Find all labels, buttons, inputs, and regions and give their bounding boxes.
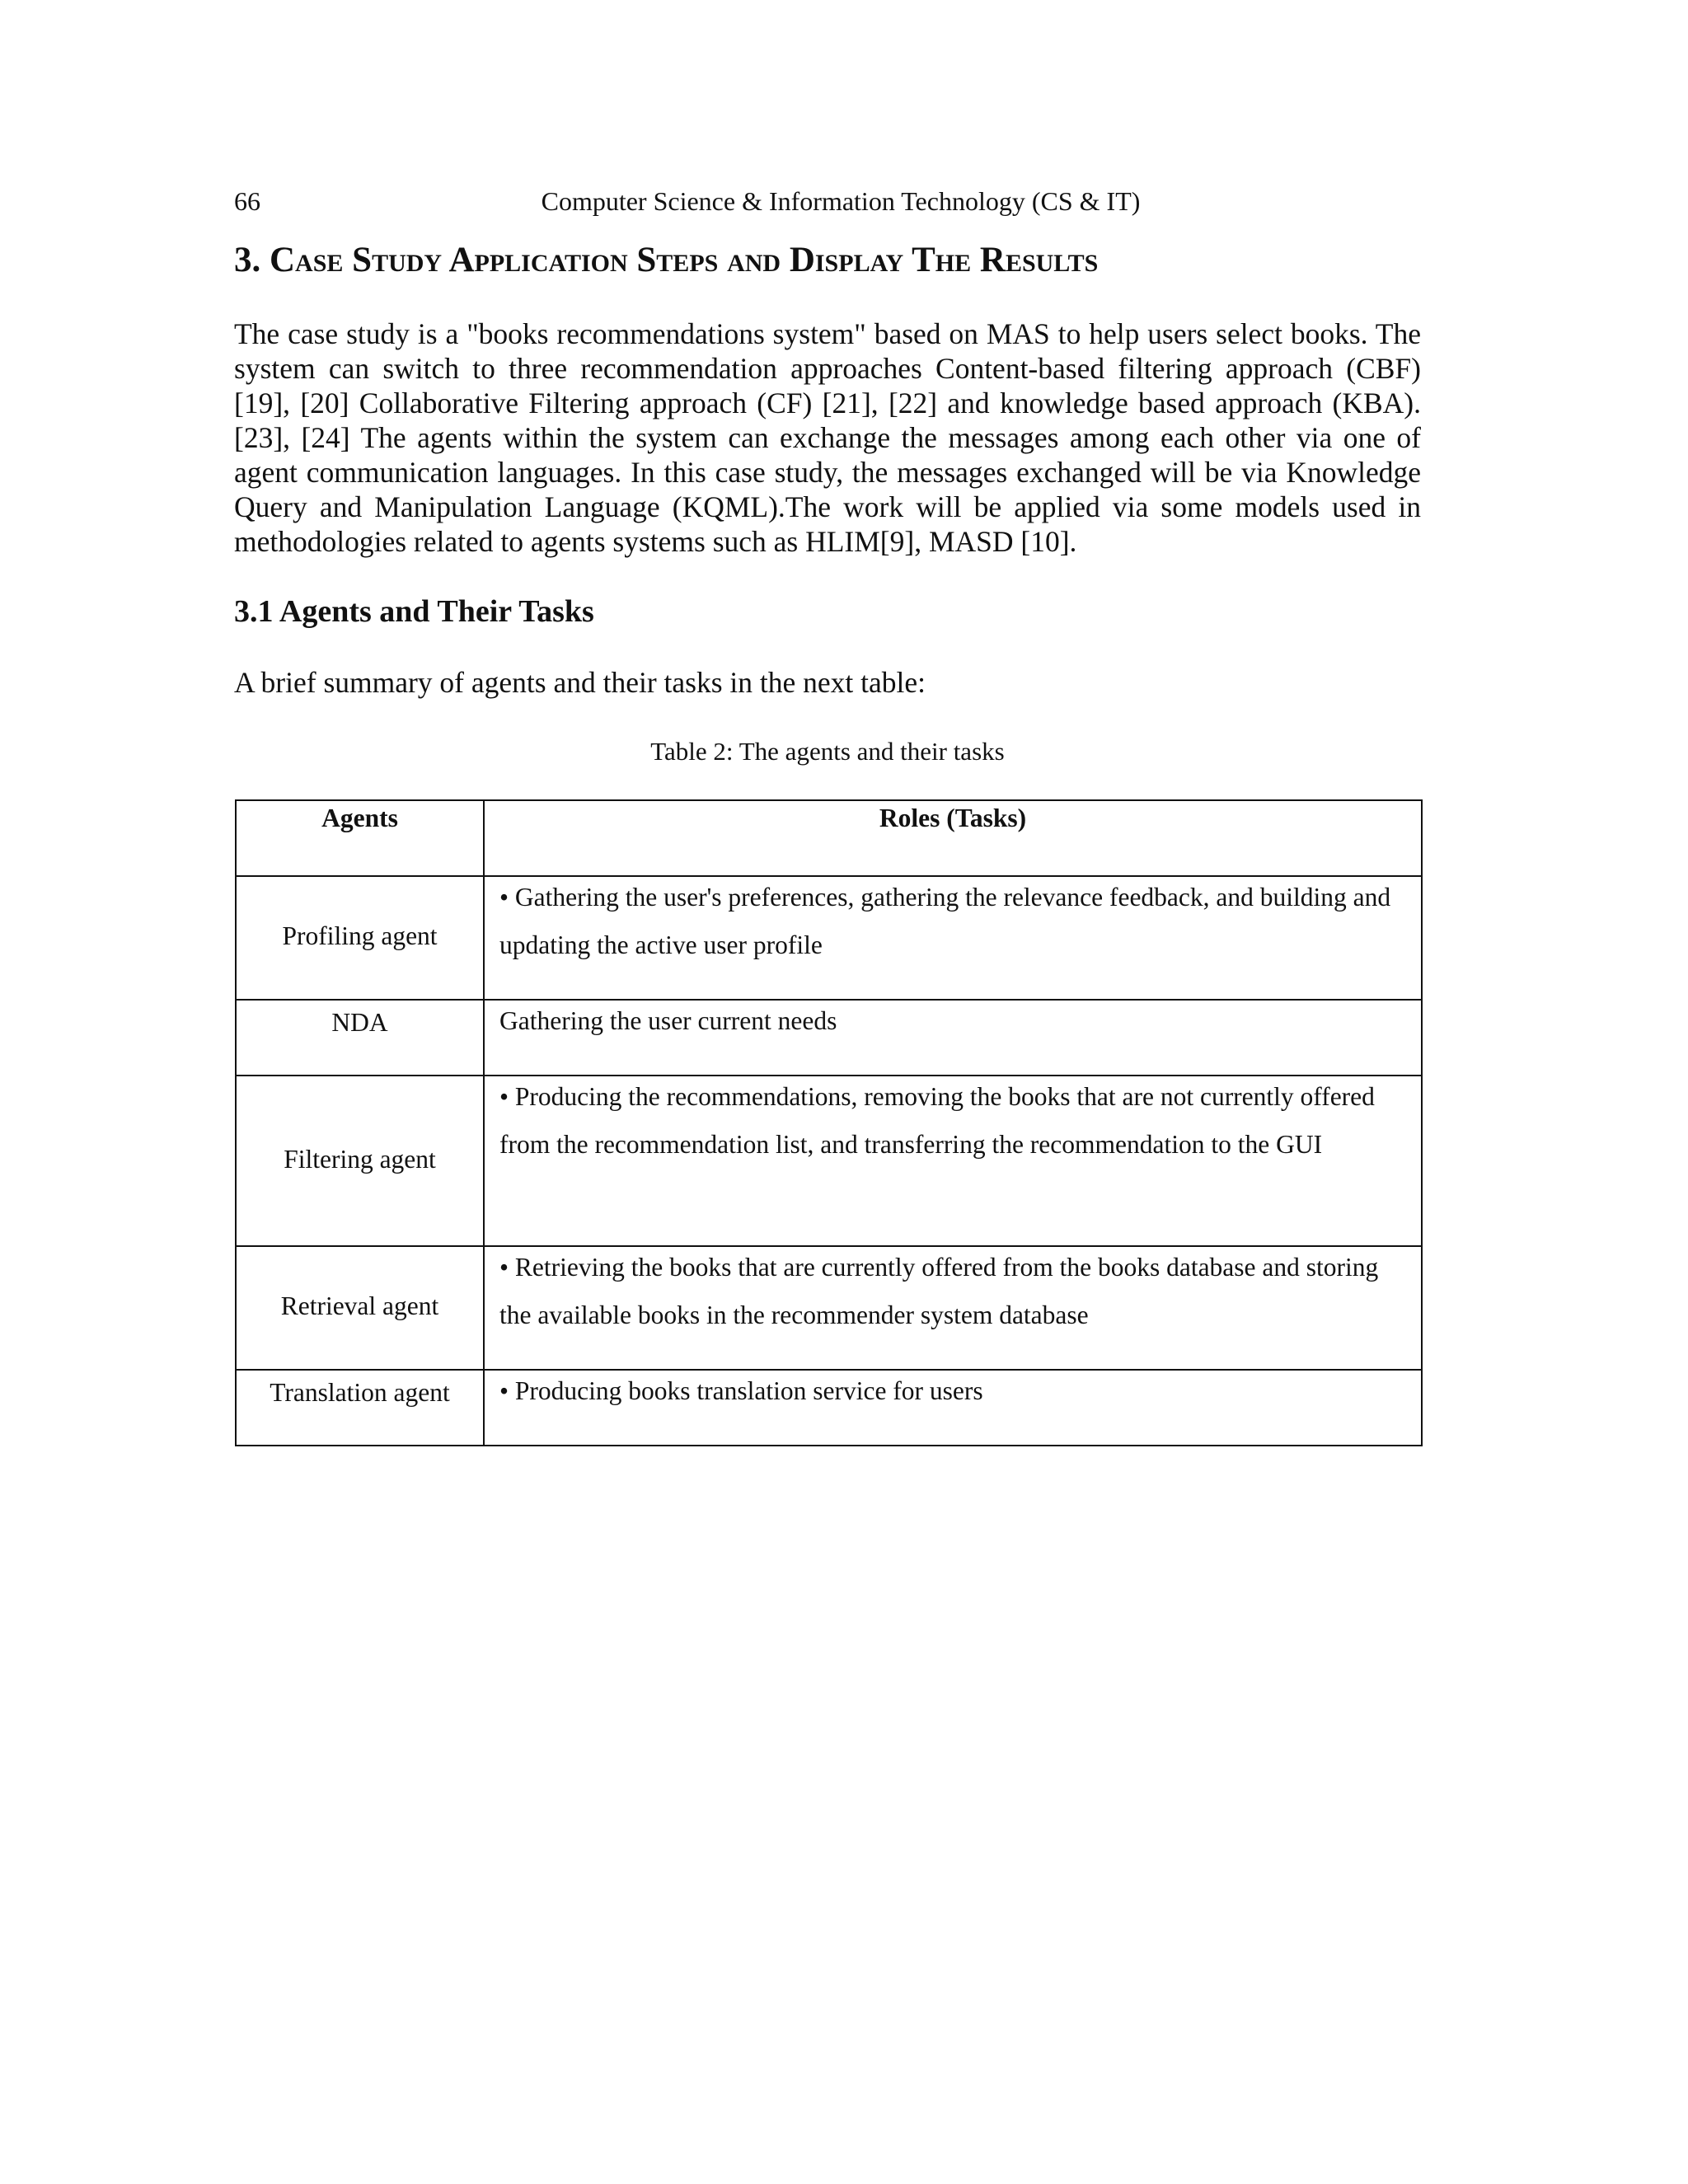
agents-table [235, 799, 1423, 1446]
agent-name-cell: NDA [236, 1000, 484, 1076]
table-row [236, 1076, 1422, 1246]
running-header: Computer Science & Information Technology (CS & IT) [541, 186, 1141, 216]
bullet-marker: • [499, 1253, 509, 1282]
roles-text: Gathering the user current needs [499, 1006, 837, 1035]
page-number: 66 [234, 186, 260, 216]
table-row [236, 1370, 1422, 1446]
column-header-roles: Roles (Tasks) [484, 800, 1422, 876]
roles-text: Retrieving the books that are currently offered from the books database and storing the available books in the recommender system database [499, 1253, 1379, 1329]
intro-paragraph: The case study is a "books recommendations system" based on MAS to help users select books. The system can switch to three recommendation approaches Content-based filtering approach (CBF) [19], [20] Collaborative Filtering approach (CF) [21], [22] and knowledge based approach (KBA).[23], [24] The agents within the system can exchange the messages among each other via one of agent communication languages. In this case study, the messages exchanged will be via Knowledge Query and Manipulation Language (KQML).The work will be applied via some models used in methodologies related to agents systems such as HLIM[9], MASD [10]. [234, 317, 1421, 558]
roles-cell [484, 1000, 1422, 1076]
roles-text: Producing the recommendations, removing the books that are not currently offered from the recommendation list, and transferring the recommendation to the GUI [499, 1082, 1375, 1159]
agent-name-cell: Translation agent [236, 1370, 484, 1446]
bullet-marker: • [499, 1376, 509, 1405]
bullet-marker: • [499, 1082, 509, 1111]
table-row [236, 1000, 1422, 1076]
column-header-agents: Agents [236, 800, 484, 876]
table-caption: Table 2: The agents and their tasks [650, 737, 1005, 766]
roles-cell [484, 876, 1422, 1000]
lead-sentence: A brief summary of agents and their tasks in the next table: [234, 666, 926, 699]
roles-cell [484, 1370, 1422, 1446]
agent-name-cell: Retrieval agent [236, 1246, 484, 1370]
agent-name-cell: Profiling agent [236, 876, 484, 1000]
roles-cell [484, 1246, 1422, 1370]
table-row [236, 876, 1422, 1000]
roles-text: Producing books translation service for users [514, 1376, 983, 1405]
subsection-heading: 3.1 Agents and Their Tasks [234, 594, 594, 629]
bullet-marker: • [499, 883, 509, 912]
table-header-row [236, 800, 1422, 876]
section-heading: 3. Case Study Application Steps and Display The Results [234, 241, 1099, 279]
table-row [236, 1246, 1422, 1370]
roles-text: Gathering the user's preferences, gathering the relevance feedback, and building and updating the active user profile [499, 883, 1391, 959]
roles-cell [484, 1076, 1422, 1246]
agent-name-cell: Filtering agent [236, 1076, 484, 1246]
